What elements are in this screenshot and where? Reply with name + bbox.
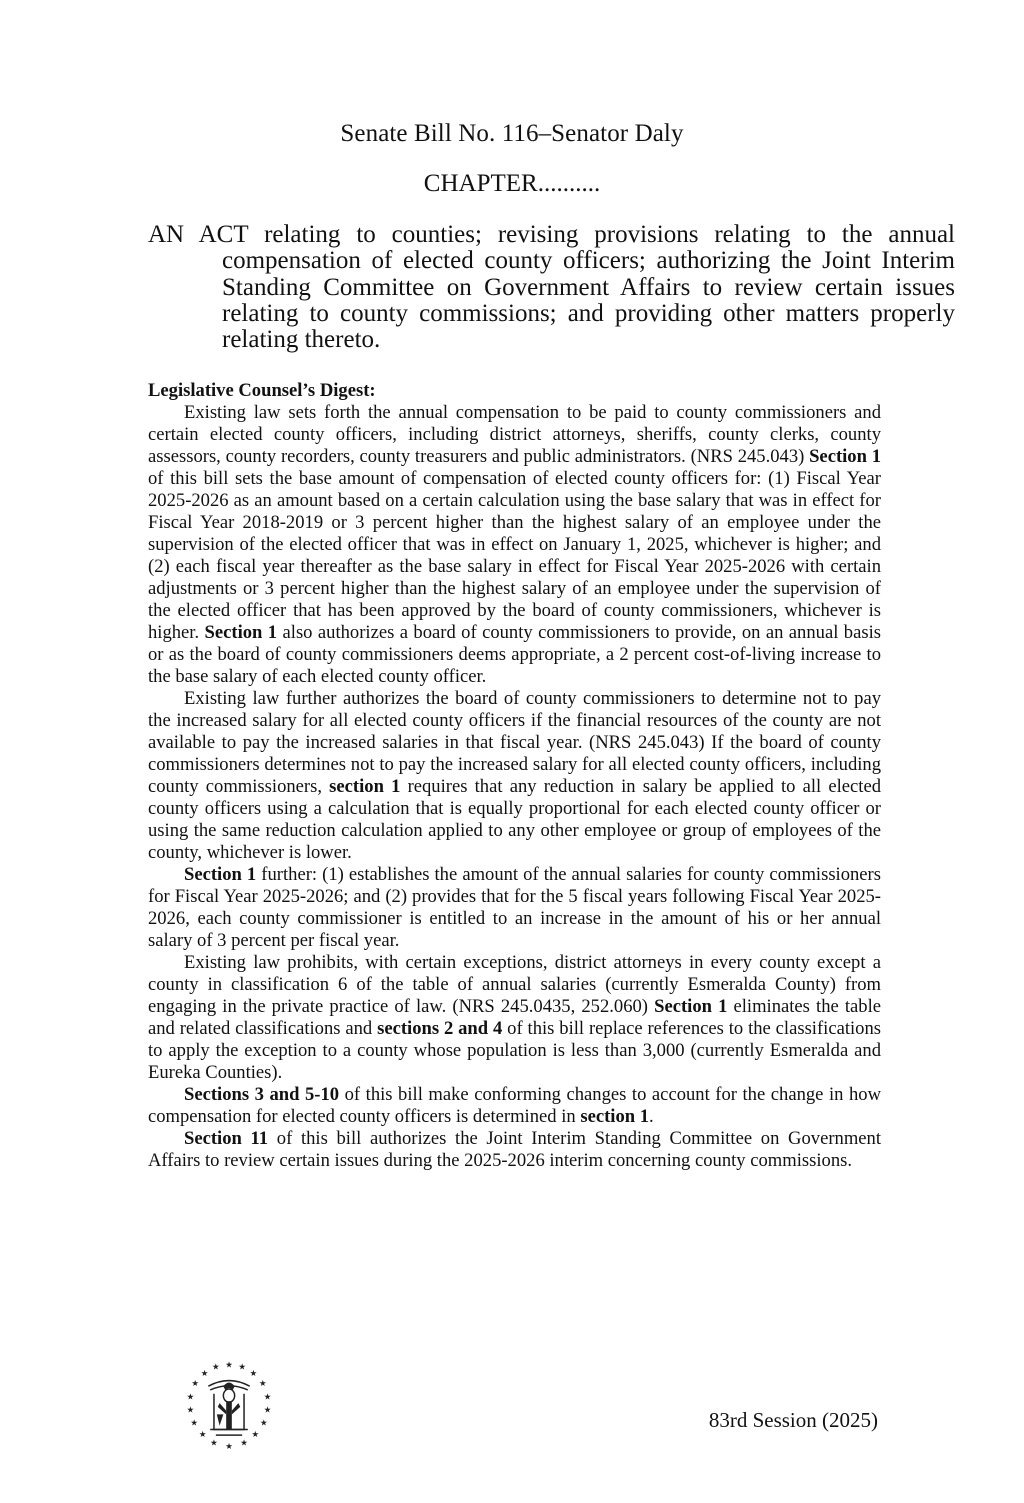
svg-text:★: ★	[263, 1404, 272, 1415]
section-reference: section 1	[580, 1106, 650, 1127]
legislative-digest	[148, 380, 881, 1172]
section-reference: Section 11	[184, 1128, 269, 1149]
digest-text: requires that any reduction in salary be applied to all elected county officers using a calculation that is equally proportional for each elected county officer or using the same reduction calculation applied to any other employee or group of employees of the county, whichever is lower.	[148, 776, 881, 863]
digest-text: of this bill replace references to the classifications to apply the exception to a county whose population is less than 3,000 (currently Esmeralda and Eureka Counties).	[148, 1018, 882, 1083]
bill-title: Senate Bill No. 116–Senator Daly	[340, 120, 684, 147]
digest-paragraph	[148, 952, 881, 1084]
digest-paragraph	[148, 402, 881, 688]
svg-text:★: ★	[186, 1391, 195, 1402]
section-reference: Section 1	[809, 446, 881, 467]
nevada-legislature-seal-icon	[182, 1358, 276, 1452]
chapter-label: CHAPTER..........	[423, 170, 601, 197]
digest-text: further: (1) establishes the amount of the annual salaries for county commissioners for Fiscal Year 2025-2026; and (2) provides that for the 5 fiscal years following Fiscal Year 2025-2026, each county commissioner is entitled to an increase in the amount of his or her annual salary of 3 percent per fiscal year.	[148, 864, 881, 951]
digest-text: of this bill make conforming changes to account for the change in how compensation for elected county officers is determined in	[148, 1084, 881, 1127]
digest-text: of this bill sets the base amount of compensation of elected county officers for: (1) Fiscal Year 2025-2026 as an amount based on a certain calculation using the base salary that was in effect for Fiscal Year 2018-2019 or 3 percent higher than the highest salary of an employee under the supervision of the elected officer that was in effect on January 1, 2025, whichever is higher; and (2) each fiscal year thereafter as the base salary in effect for Fiscal Year 2025-2026 with certain adjustments or 3 percent higher than the highest salary of an employee under the supervision of the elected officer that has been approved by the board of county commissioners, whichever is higher.	[148, 468, 881, 643]
svg-text:★: ★	[198, 1428, 207, 1439]
svg-text:★: ★	[186, 1404, 195, 1415]
section-reference: Section 1	[204, 622, 278, 643]
digest-text: also authorizes a board of county commissioners to provide, on an annual basis or as the board of county commissioners deems appropriate, a 2 percent cost-of-living increase to the base salary of each elected county officer.	[148, 622, 881, 687]
section-reference: Section 1	[184, 864, 257, 885]
svg-text:★: ★	[225, 1441, 233, 1452]
section-reference: section 1	[329, 776, 401, 797]
digest-heading: Legislative Counsel’s Digest:	[148, 380, 376, 401]
digest-paragraph	[148, 1128, 881, 1172]
digest-text: Existing law prohibits, with certain exceptions, district attorneys in every county except a county in classification 6 of the table of annual salaries (currently Esmeralda County) from engaging in the private practice of law. (NRS 245.0435, 252.060)	[148, 952, 881, 1017]
svg-text:★: ★	[263, 1391, 272, 1402]
digest-text: eliminates the table and related classifications and	[148, 996, 881, 1039]
digest-paragraph	[148, 864, 881, 952]
section-reference: sections 2 and 4	[377, 1018, 503, 1039]
section-reference: Sections 3 and 5-10	[184, 1084, 340, 1105]
digest-text: .	[649, 1106, 654, 1127]
svg-text:★: ★	[249, 1367, 258, 1378]
act-title: AN ACT relating to counties; revising provisions relating to the annual compensation of elected county officers; authorizing the Joint Interim Standing Committee on Government Affairs to review certain issues relating to county commissions; and providing other matters properly relating thereto.	[148, 221, 955, 354]
svg-text:★: ★	[259, 1417, 268, 1428]
digest-text: Existing law sets forth the annual compensation to be paid to county commissioners and certain elected county officers, including district attorneys, sheriffs, county clerks, county assessors, county recorders, county treasurers and public administrators. (NRS 245.043)	[148, 402, 881, 467]
svg-text:★: ★	[210, 1437, 218, 1448]
session-label: 83rd Session (2025)	[708, 1408, 878, 1432]
svg-text:★: ★	[225, 1359, 233, 1370]
svg-text:★: ★	[251, 1428, 260, 1439]
digest-text: of this bill authorizes the Joint Interim Standing Committee on Government Affairs to review certain issues during the 2025-2026 interim concerning county commissions.	[148, 1128, 881, 1171]
svg-text:★: ★	[259, 1378, 267, 1389]
svg-text:★: ★	[238, 1361, 246, 1372]
digest-paragraph	[148, 1084, 881, 1128]
svg-text:★: ★	[200, 1367, 209, 1378]
svg-text:★: ★	[212, 1361, 220, 1372]
svg-text:★: ★	[240, 1437, 248, 1448]
section-reference: Section 1	[654, 996, 728, 1017]
digest-text: Existing law further authorizes the board of county commissioners to determine not to pay the increased salary for all elected county officers if the financial resources of the county are not available to pay the increased salaries in that fiscal year. (NRS 245.043) If the board of county commissioners determines not to pay the increased salary for all elected county officers, including county commissioners,	[148, 688, 881, 797]
digest-paragraph	[148, 688, 881, 864]
svg-text:★: ★	[190, 1417, 199, 1428]
svg-text:★: ★	[191, 1378, 199, 1389]
